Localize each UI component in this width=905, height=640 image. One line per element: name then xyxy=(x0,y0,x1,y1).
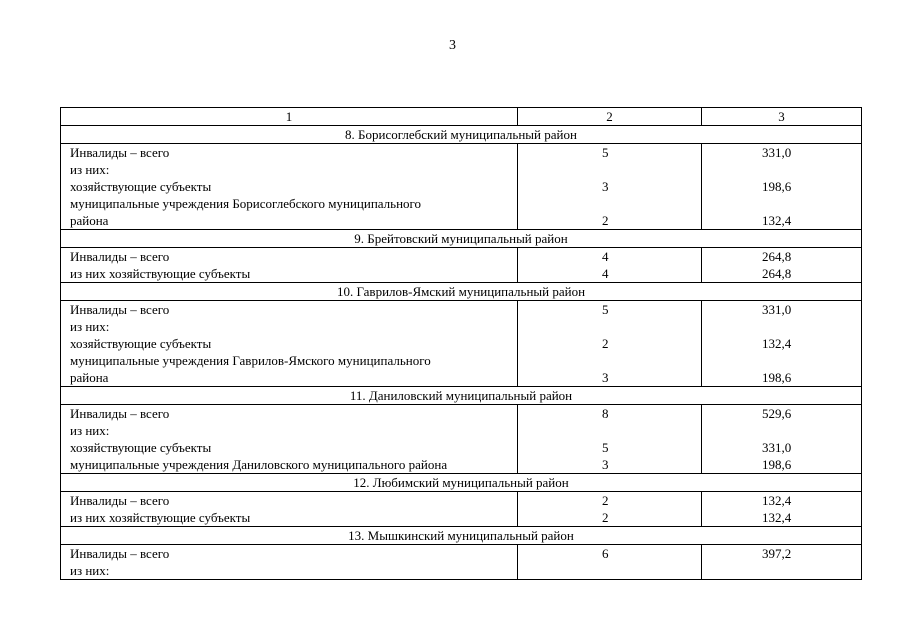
district-title: 8. Борисоглебский муниципальный район xyxy=(61,126,862,144)
category-cell xyxy=(61,248,518,283)
amount-value: 198,6 xyxy=(762,457,792,472)
category-cell xyxy=(61,301,518,387)
count-value: 4 xyxy=(602,266,609,281)
count-cell xyxy=(518,405,702,474)
district-title: 9. Брейтовский муниципальный район xyxy=(61,230,862,248)
amount-cell xyxy=(702,248,862,283)
count-value: 3 xyxy=(602,457,609,472)
district-header-row xyxy=(61,230,862,248)
amount-value: 529,6 xyxy=(762,406,792,421)
count-value xyxy=(518,161,701,178)
district-header-row xyxy=(61,283,862,301)
category-line: хозяйствующие субъекты xyxy=(70,440,212,455)
category-line: Инвалиды – всего xyxy=(70,302,170,317)
category-cell xyxy=(61,545,518,580)
category-line: муниципальные учреждения Борисоглебского муниципального xyxy=(70,196,422,211)
count-cell xyxy=(518,545,702,580)
amount-value: 264,8 xyxy=(762,249,792,264)
count-value xyxy=(518,422,701,439)
count-value: 3 xyxy=(602,179,609,194)
amount-cell xyxy=(702,405,862,474)
district-header-row xyxy=(61,527,862,545)
amount-value: 132,4 xyxy=(762,336,792,351)
table-header-row xyxy=(61,108,862,126)
column-header-1: 1 xyxy=(61,108,518,126)
district-title: 10. Гаврилов-Ямский муниципальный район xyxy=(61,283,862,301)
count-value: 5 xyxy=(602,302,609,317)
quota-table-body xyxy=(61,108,862,580)
amount-cell xyxy=(702,144,862,230)
category-line: из них: xyxy=(70,319,110,334)
count-value: 8 xyxy=(602,406,609,421)
category-line: из них: xyxy=(70,423,110,438)
category-line: Инвалиды – всего xyxy=(70,493,170,508)
table-row xyxy=(61,492,862,527)
count-value: 2 xyxy=(602,510,609,525)
category-line: района xyxy=(70,213,109,228)
column-header-2: 2 xyxy=(518,108,702,126)
column-header-3: 3 xyxy=(702,108,862,126)
count-value xyxy=(518,195,701,212)
category-line: хозяйствующие субъекты xyxy=(70,179,212,194)
amount-value: 397,2 xyxy=(762,546,792,561)
amount-value: 331,0 xyxy=(762,440,792,455)
amount-value: 331,0 xyxy=(762,302,792,317)
table-row xyxy=(61,144,862,230)
category-line: из них: xyxy=(70,162,110,177)
count-cell xyxy=(518,248,702,283)
amount-value xyxy=(702,422,861,439)
amount-value xyxy=(702,562,861,579)
category-line: из них хозяйствующие субъекты xyxy=(70,510,251,525)
count-value xyxy=(518,318,701,335)
quota-table xyxy=(60,107,862,580)
count-value: 2 xyxy=(602,336,609,351)
amount-value xyxy=(702,352,861,369)
amount-value xyxy=(702,318,861,335)
category-cell xyxy=(61,405,518,474)
count-cell xyxy=(518,492,702,527)
category-line: из них хозяйствующие субъекты xyxy=(70,266,251,281)
count-value: 5 xyxy=(602,145,609,160)
count-cell xyxy=(518,144,702,230)
count-value: 3 xyxy=(602,370,609,385)
amount-cell xyxy=(702,492,862,527)
count-value xyxy=(518,352,701,369)
amount-value xyxy=(702,195,861,212)
count-value: 2 xyxy=(602,493,609,508)
table-row xyxy=(61,405,862,474)
district-header-row xyxy=(61,387,862,405)
table-row xyxy=(61,545,862,580)
count-value xyxy=(518,562,701,579)
district-title: 13. Мышкинский муниципальный район xyxy=(61,527,862,545)
category-cell xyxy=(61,144,518,230)
count-value: 2 xyxy=(602,213,609,228)
category-line: Инвалиды – всего xyxy=(70,546,170,561)
count-value: 5 xyxy=(602,440,609,455)
amount-value: 331,0 xyxy=(762,145,792,160)
category-line: района xyxy=(70,370,109,385)
district-header-row xyxy=(61,126,862,144)
category-line: муниципальные учреждения Гаврилов-Ямского муниципального xyxy=(70,353,431,368)
table-row xyxy=(61,301,862,387)
amount-value: 132,4 xyxy=(762,510,792,525)
amount-value: 198,6 xyxy=(762,370,792,385)
district-title: 12. Любимский муниципальный район xyxy=(61,474,862,492)
category-cell xyxy=(61,492,518,527)
amount-value: 264,8 xyxy=(762,266,792,281)
category-line: хозяйствующие субъекты xyxy=(70,336,212,351)
page-number: 3 xyxy=(449,38,456,53)
table-row xyxy=(61,248,862,283)
amount-value: 132,4 xyxy=(762,213,792,228)
category-line: Инвалиды – всего xyxy=(70,406,170,421)
amount-cell xyxy=(702,301,862,387)
district-header-row xyxy=(61,474,862,492)
category-line: муниципальные учреждения Даниловского муниципального района xyxy=(70,457,448,472)
amount-value: 132,4 xyxy=(762,493,792,508)
count-cell xyxy=(518,301,702,387)
category-line: Инвалиды – всего xyxy=(70,249,170,264)
category-line: из них: xyxy=(70,563,110,578)
amount-value: 198,6 xyxy=(762,179,792,194)
category-line: Инвалиды – всего xyxy=(70,145,170,160)
amount-cell xyxy=(702,545,862,580)
count-value: 4 xyxy=(602,249,609,264)
amount-value xyxy=(702,161,861,178)
district-title: 11. Даниловский муниципальный район xyxy=(61,387,862,405)
count-value: 6 xyxy=(602,546,609,561)
